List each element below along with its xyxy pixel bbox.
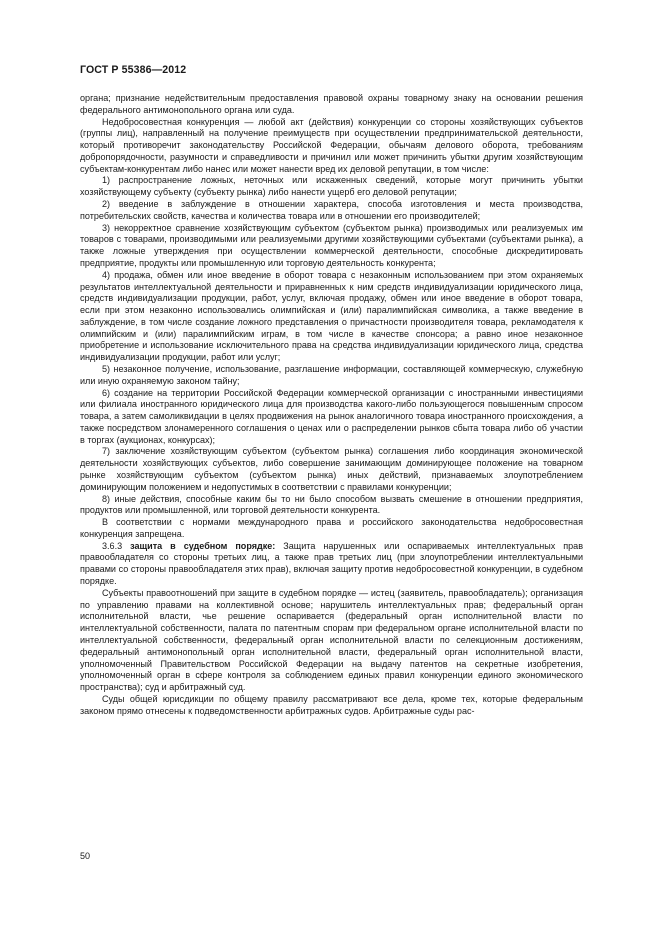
- list-item: 5) незаконное получение, использование, разглашение информации, составляющей коммерческую, служебную или иную охраняемую законом тайну;: [80, 363, 583, 386]
- section-text: Защита нарушенных или оспариваемых интеллектуальных прав правообладателя со стороны третьих лиц, а также прав третьих лиц (при злоупотреблении интеллектуальными правами со стороны правообладателя этих прав), включая защиту против недобросовестной конкуренции, в судебном порядке.: [80, 540, 583, 587]
- paragraph: В соответствии с нормами международного права и российского законодательства недобросовестная конкуренция запрещена.: [80, 517, 583, 539]
- document-header: ГОСТ Р 55386—2012: [80, 64, 187, 76]
- page-number: 50: [80, 851, 91, 861]
- document-body: [80, 93, 583, 717]
- paragraph: Субъекты правоотношений при защите в судебном порядке — истец (заявитель, правообладатель); организация по управлению правами на коллективной основе; нарушитель интеллектуальных прав; федеральный орган исполнительной власти, чье решение оспаривается (федеральный орган исполнительной власти по интеллектуальной собственности, палата по патентным спорам при федеральном органе исполнительной власти по интеллектуальной собственности, федеральный орган исполнительной власти по селекционным достижениям, федеральный антимонопольный орган исполнительной власти, федеральный орган исполнительной власти, уполномоченный Правительством Российской Федерации на выдачу патентов на секретные изобретения, уполномоченный орган в сфере контроля за соблюдением единых правил конкуренции единого экономического пространства); суд и арбитражный суд.: [80, 587, 583, 693]
- list-item: 1) распространение ложных, неточных или искаженных сведений, которые могут причинить убытки хозяйствующему субъекту (субъекту рынка) либо нанести ущерб его деловой репутации;: [80, 175, 583, 198]
- list-item: 4) продажа, обмен или иное введение в оборот товара с незаконным использованием при этом охраняемых результатов интеллектуальной деятельности и приравненных к ним средств индивидуализации юридического лица, средств индивидуализации продукции, работ, услуг, включая продажу, обмен или иное введение в оборот товара, если при этом незаконно использовались олимпийская и (или) паралимпийская символика, а также введение в заблуждение, в том числе создание ложного представления о причастности производителя товара, рекламодателя к олимпийским и (или) паралимпийским играм, в том числе в качестве спонсора; а равно иное незаконное приобретение и использование исключительного права на средства индивидуализации юридического лица, средства индивидуализации продукции, работ или услуг;: [80, 269, 583, 363]
- list-item: 7) заключение хозяйствующим субъектом (субъектом рынка) соглашения либо координация экономической деятельности хозяйствующих субъектов, либо совершение занимающим доминирующее положение на товарном рынке хозяйствующим субъектом (субъектом рынка) иных действий, признаваемых злоупотреблением доминирующим положением и недопустимых в соответствии с правилами конкуренции;: [80, 446, 583, 492]
- list-item: 6) создание на территории Российской Федерации коммерческой организации с иностранными инвестициями или филиала иностранного юридического лица для производства какого-либо пользующегося повышенным спросом товара, а затем самоликвидации в целях продвижения на рынок аналогичного товара иностранного происхождения, а также посредством злонамеренного соглашения о ценах или о распределении рынков сбыта товара либо об участии в торгах (аукционах, конкурсах);: [80, 387, 583, 445]
- section-number: 3.6.3: [102, 540, 131, 551]
- paragraph: органа; признание недействительным предоставления правовой охраны товарному знаку на основании решения федерального антимонопольного органа или суда.: [80, 93, 583, 115]
- section-term: защита в судебном порядке:: [130, 540, 276, 551]
- paragraph: Недобросовестная конкуренция — любой акт (действия) конкуренции со стороны хозяйствующих субъектов (группы лиц), направленный на получение преимуществ при осуществлении предпринимательской деятельности, который противоречит законодательству Российской Федерации, обычаям делового оборота, требованиям добропорядочности, разумности и справедливости и причинил или может причинить убытки другим хозяйствующим субъектам-конкурентам либо нанес или может нанести вред их деловой репутации, в том числе:: [80, 116, 583, 174]
- list-item: 3) некорректное сравнение хозяйствующим субъектом (субъектом рынка) производимых или реализуемых им товаров с товарами, производимыми или реализуемыми другими хозяйствующими субъектами (субъектами рынка), а также ложные утверждения при осуществлении коммерческой деятельности, способные дискредитировать предприятие, продукты или промышленную или торговую деятельность конкурента;: [80, 222, 583, 268]
- section-paragraph: [80, 541, 583, 588]
- list-item: 2) введение в заблуждение в отношении характера, способа изготовления и места производства, потребительских свойств, качества и количества товара или в отношении его производителей;: [80, 199, 583, 221]
- paragraph: Суды общей юрисдикции по общему правилу рассматривают все дела, кроме тех, которые федеральным законом прямо отнесены к подведомственности арбитражных судов. Арбитражные суды рас-: [80, 693, 583, 716]
- list-item: 8) иные действия, способные каким бы то ни было способом вызвать смешение в отношении предприятия, продуктов или промышленной, или торговой деятельности конкурента.: [80, 493, 583, 516]
